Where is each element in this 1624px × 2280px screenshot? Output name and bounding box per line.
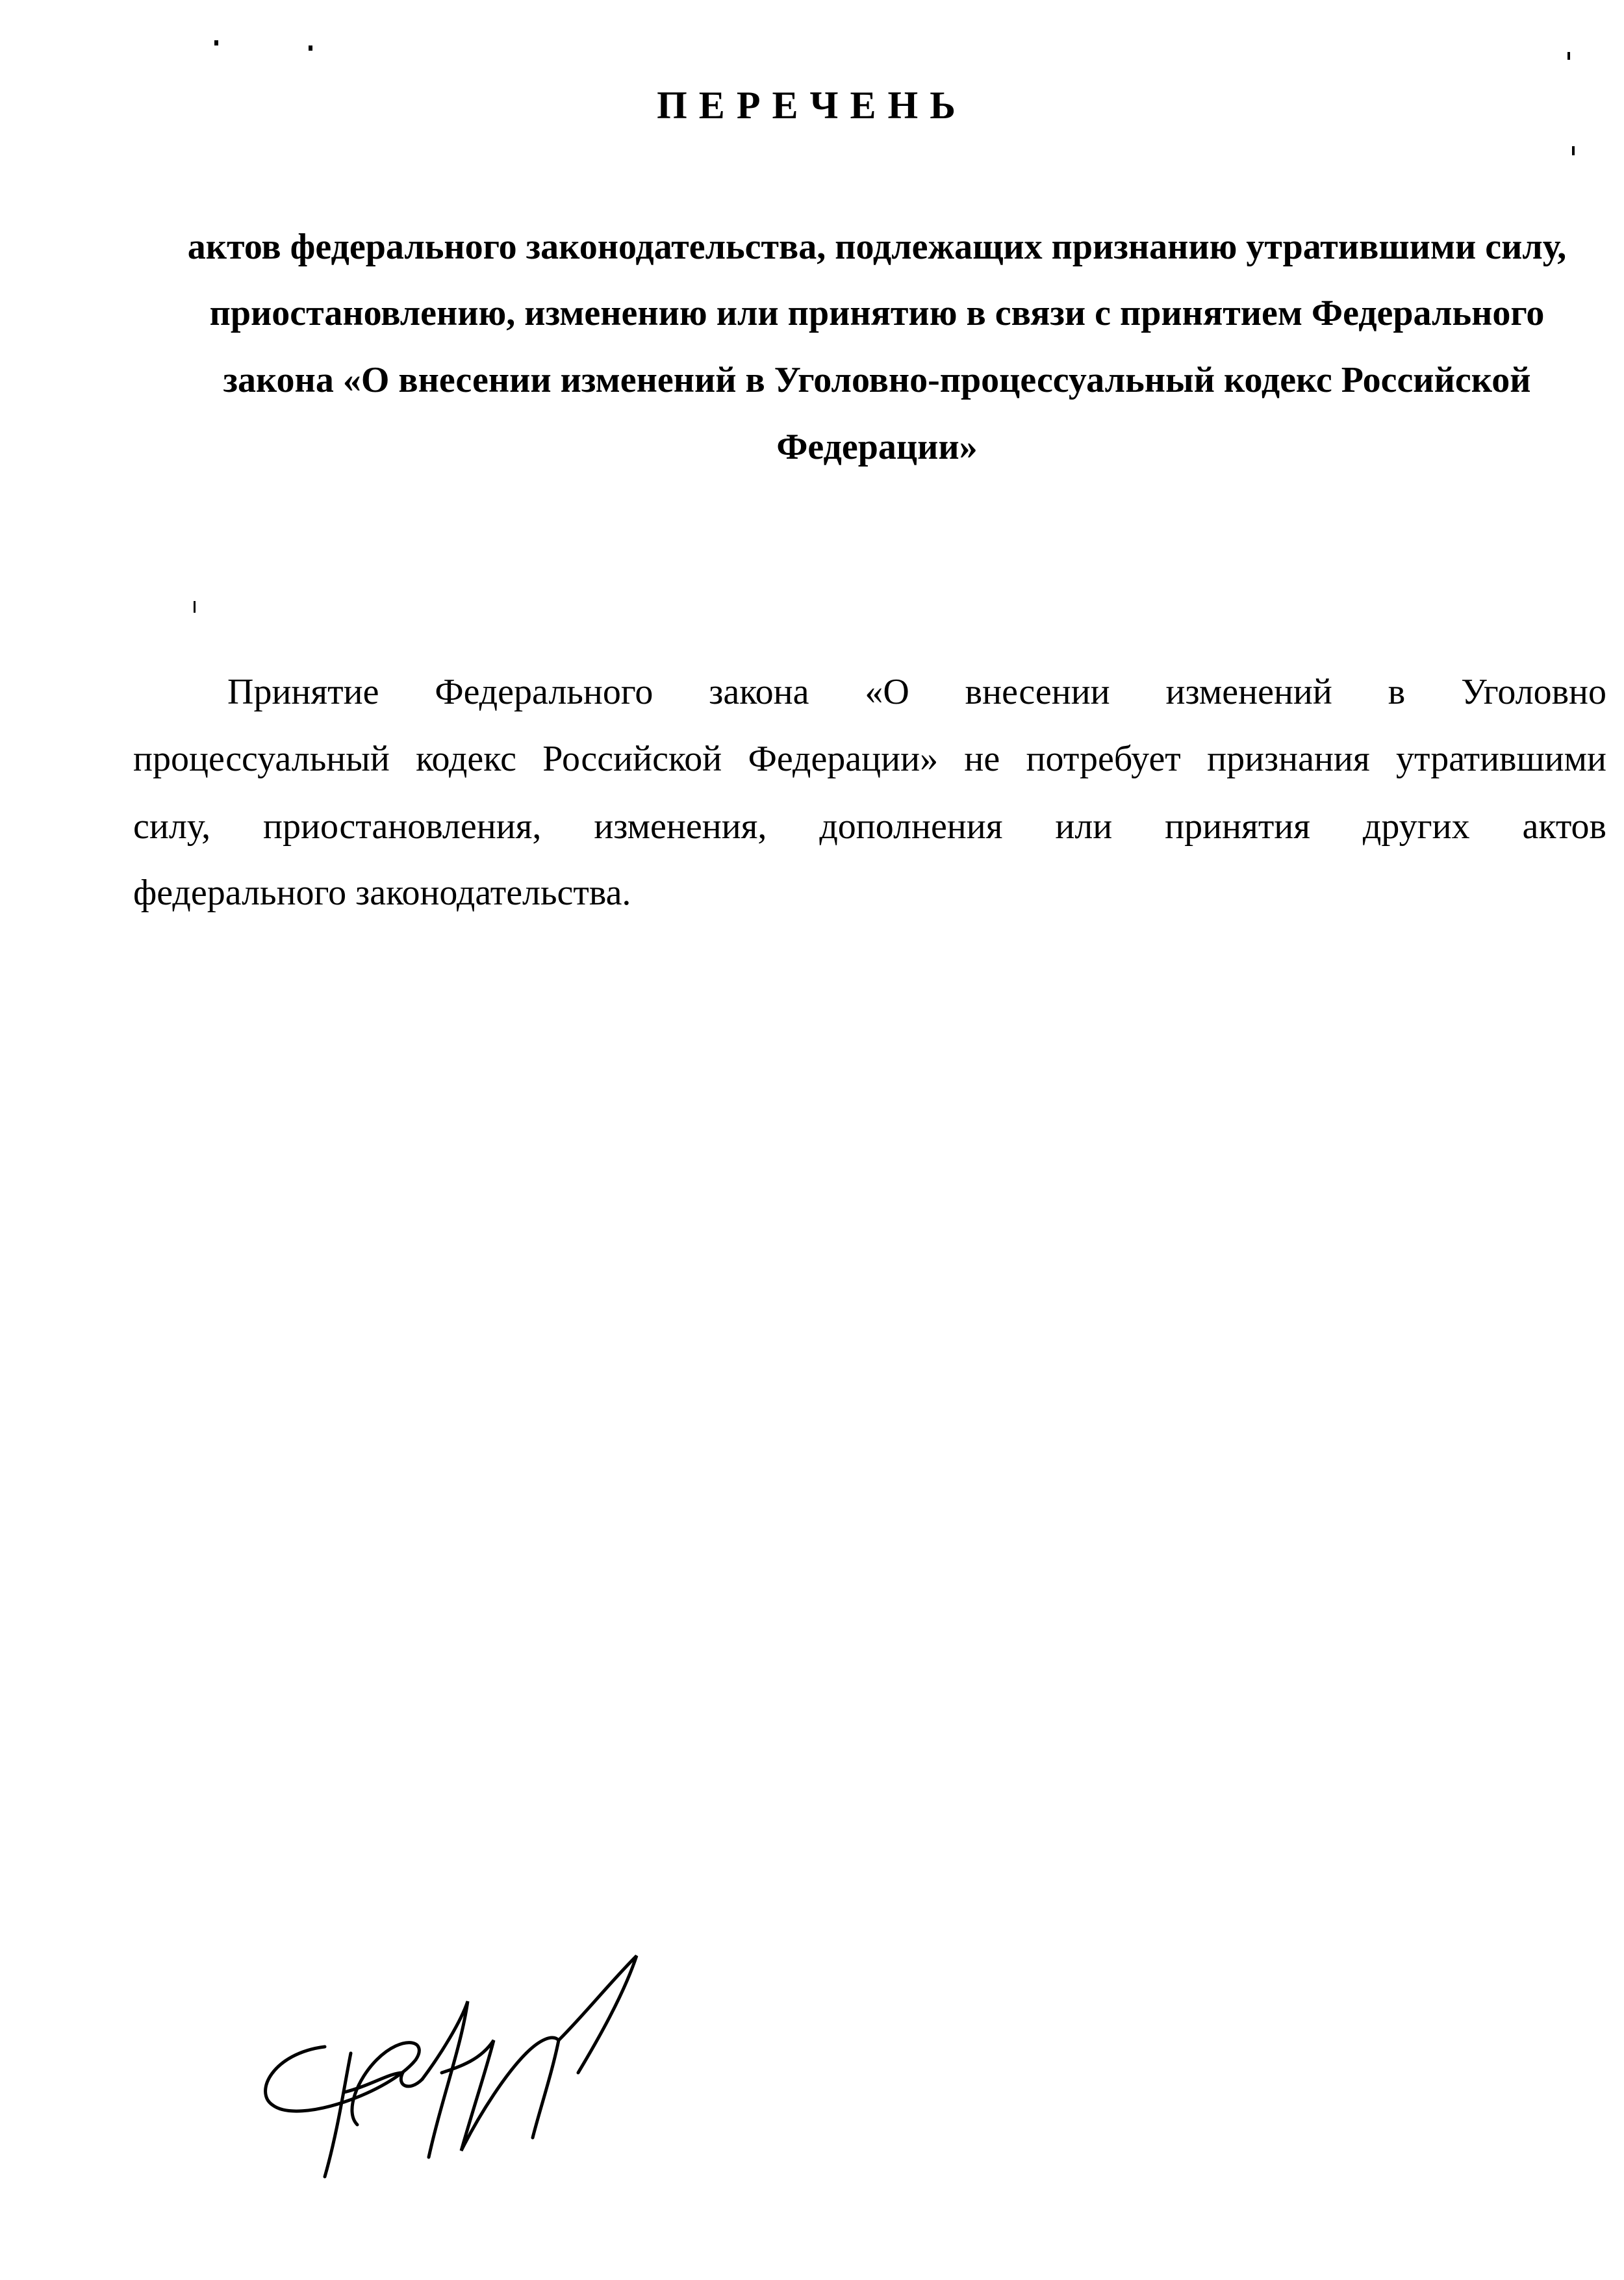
scan-speck — [1567, 52, 1570, 60]
body-line-4: федерального законодательства. — [133, 873, 631, 913]
subtitle-line-4: Федерации» — [776, 427, 978, 467]
document-title: ПЕРЕЧЕНЬ — [657, 84, 967, 127]
signature-image — [247, 1943, 676, 2183]
body-line-3: силу, приостановления, изменения, дополнения или принятия других актов — [133, 806, 1606, 847]
scan-speck — [194, 601, 196, 613]
subtitle-line-1: актов федерального законодательства, подлежащих признанию утратившими силу, — [187, 227, 1567, 267]
body-line-2: процессуальный кодекс Российской Федерации» не потребует признания утратившими — [133, 739, 1606, 779]
body-line-1: Принятие Федерального закона «О внесении изменений в Уголовно — [227, 672, 1606, 712]
scan-speck — [214, 40, 218, 45]
scan-speck — [1572, 146, 1575, 155]
subtitle-line-2: приостановлению, изменению или принятию в связи с принятием Федерального — [209, 293, 1545, 333]
scan-speck — [309, 45, 312, 51]
subtitle-line-3: закона «О внесении изменений в Уголовно-процессуальный кодекс Российской — [223, 360, 1531, 400]
